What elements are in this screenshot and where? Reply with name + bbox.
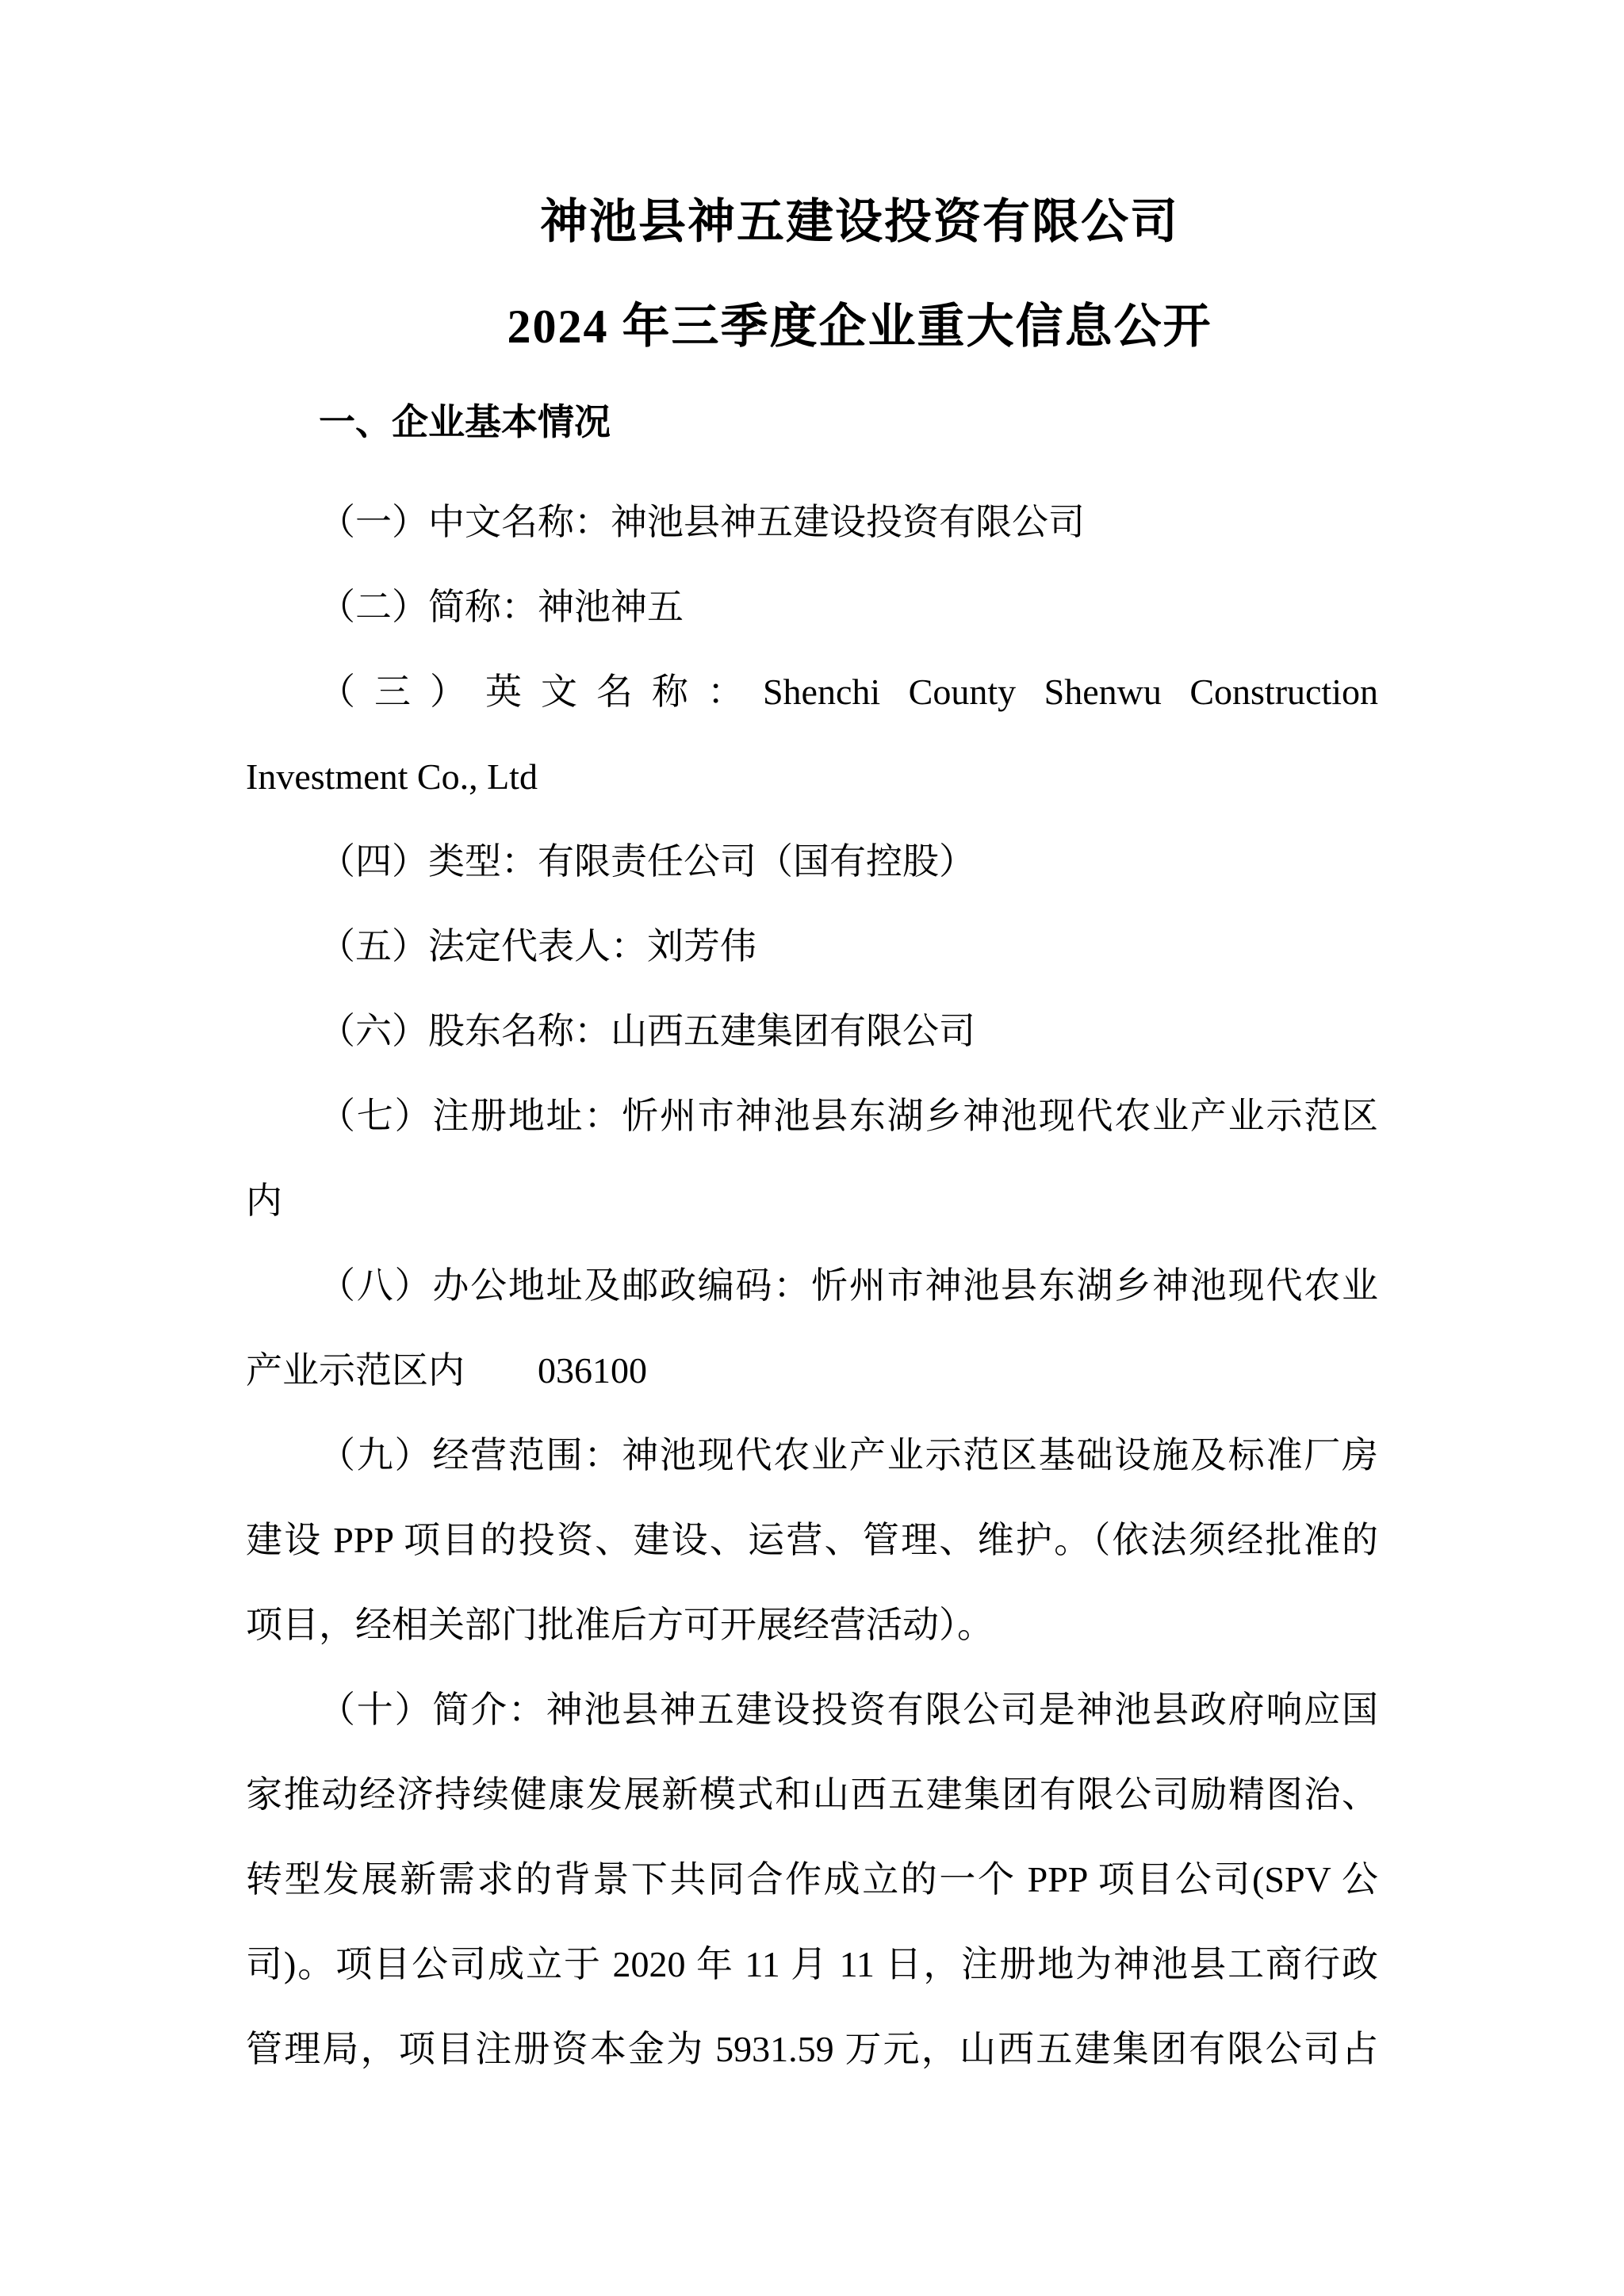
body-line-business-scope-cont2: 项目，经相关部门批准后方可开展经营活动）。 [246, 1605, 994, 1645]
body-line-profile-cont1: 家推动经济持续健康发展新模式和山西五建集团有限公司励精图治、 [246, 1774, 1378, 1815]
body-line-chinese-name: （一）中文名称：神池县神五建设投资有限公司 [319, 502, 1085, 542]
document-body [246, 480, 1378, 2091]
section-heading: 一、企业基本情况 [319, 402, 611, 442]
body-line-english-name-cont: Investment Co., Ltd [246, 756, 538, 797]
body-line-profile-cont3: 司)。项目公司成立于 2020 年 11 月 11 日，注册地为神池县工商行政 [246, 1944, 1378, 1984]
body-line-profile-cont2: 转型发展新需求的背景下共同合作成立的一个 PPP 项目公司(SPV 公 [246, 1859, 1378, 1900]
document-subtitle: 2024 年三季度企业重大信息公开 [507, 300, 1212, 353]
body-line-company-type: （四）类型：有限责任公司（国有控股） [319, 841, 975, 882]
body-line-registered-addr: （七）注册地址：忻州市神池县东湖乡神池现代农业产业示范区 [319, 1096, 1378, 1136]
body-line-shareholder: （六）股东名称：山西五建集团有限公司 [319, 1011, 975, 1051]
body-line-profile-cont4: 管理局，项目注册资本金为 5931.59 万元，山西五建集团有限公司占 [246, 2029, 1378, 2069]
body-line-registered-addr-cont: 内 [246, 1181, 282, 1221]
body-line-office-addr: （八）办公地址及邮政编码：忻州市神池县东湖乡神池现代农业 [319, 1265, 1378, 1306]
body-line-office-addr-cont: 产业示范区内 036100 [246, 1350, 647, 1391]
body-line-legal-rep: （五）法定代表人：刘芳伟 [319, 926, 756, 966]
body-line-english-name: （三）英文名称：Shenchi County Shenwu Construction [319, 672, 1378, 712]
body-line-profile: （十）简介：神池县神五建设投资有限公司是神池县政府响应国 [319, 1689, 1378, 1730]
body-line-business-scope: （九）经营范围：神池现代农业产业示范区基础设施及标准厂房 [319, 1435, 1378, 1475]
body-line-short-name: （二）简称：神池神五 [319, 587, 684, 627]
document-title: 神池县神五建设投资有限公司 [540, 196, 1179, 248]
body-line-business-scope-cont1: 建设 PPP 项目的投资、建设、运营、管理、维护。（依法须经批准的 [246, 1520, 1378, 1560]
